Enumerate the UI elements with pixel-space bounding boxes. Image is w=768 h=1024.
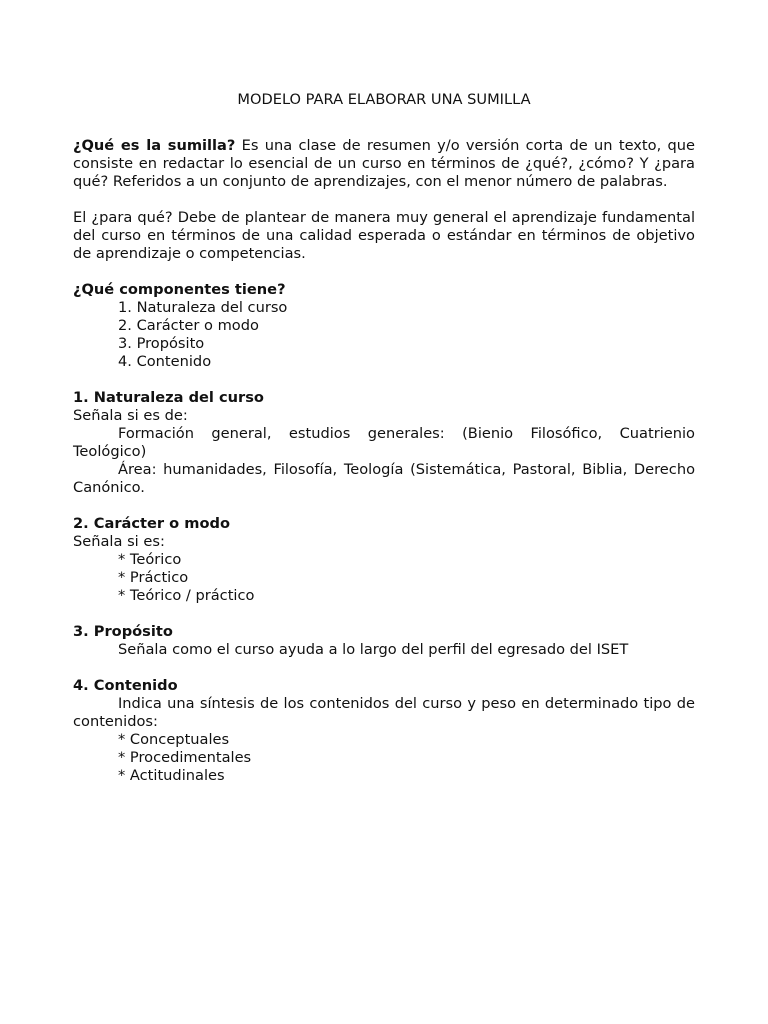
intro-paragraph xyxy=(73,137,695,191)
spacer xyxy=(73,497,695,515)
components-list xyxy=(73,299,695,371)
section4-list xyxy=(73,731,695,785)
components-heading: ¿Qué componentes tiene? xyxy=(73,281,286,298)
section2-heading: 2. Carácter o modo xyxy=(73,515,230,532)
spacer xyxy=(73,659,695,677)
list-item: * Práctico xyxy=(118,569,189,586)
list-item: * Actitudinales xyxy=(118,767,225,784)
section3-paragraph: Señala como el curso ayuda a lo largo del perfil del egresado del ISET xyxy=(118,641,629,658)
section2-intro: Señala si es: xyxy=(73,533,165,550)
spacer xyxy=(73,371,695,389)
list-item: * Procedimentales xyxy=(118,749,252,766)
document-title: MODELO PARA ELABORAR UNA SUMILLA xyxy=(237,91,531,108)
list-item: 4. Contenido xyxy=(118,353,212,370)
section2-list xyxy=(73,551,695,605)
intro-lead: ¿Qué es la sumilla? xyxy=(73,137,236,154)
spacer xyxy=(73,605,695,623)
list-item: * Teórico xyxy=(118,551,182,568)
section1-heading: 1. Naturaleza del curso xyxy=(73,389,264,406)
spacer xyxy=(73,263,695,281)
section4-heading: 4. Contenido xyxy=(73,677,178,694)
section1-paragraph: Área: humanidades, Filosofía, Teología (Sistemática, Pastoral, Biblia, Derecho Canónico. xyxy=(73,461,695,496)
section1-paragraph: Formación general, estudios generales: (Bienio Filosófico, Cuatrienio Teológico) xyxy=(73,425,695,460)
list-item: 1. Naturaleza del curso xyxy=(118,299,288,316)
list-item: 3. Propósito xyxy=(118,335,205,352)
intro-text: Es una clase de resumen y/o versión corta de un texto, que consiste en redactar lo esencial de un curso en términos de ¿qué?, ¿cómo? Y ¿para qué? Referidos a un conjunto de aprendizajes, con el menor número de palabras. xyxy=(73,137,695,190)
list-item: 2. Carácter o modo xyxy=(118,317,259,334)
list-item: * Conceptuales xyxy=(118,731,230,748)
section1-intro: Señala si es de: xyxy=(73,407,188,424)
spacer xyxy=(73,191,695,209)
list-item: * Teórico / práctico xyxy=(118,587,255,604)
document-body xyxy=(73,91,695,785)
section4-paragraph: Indica una síntesis de los contenidos del curso y peso en determinado tipo de contenidos: xyxy=(73,695,695,730)
para-que-paragraph: El ¿para qué? Debe de plantear de manera muy general el aprendizaje fundamental del curso en términos de una calidad esperada o estándar en términos de objetivo de aprendizaje o competencias. xyxy=(73,209,695,262)
section3-heading: 3. Propósito xyxy=(73,623,173,640)
